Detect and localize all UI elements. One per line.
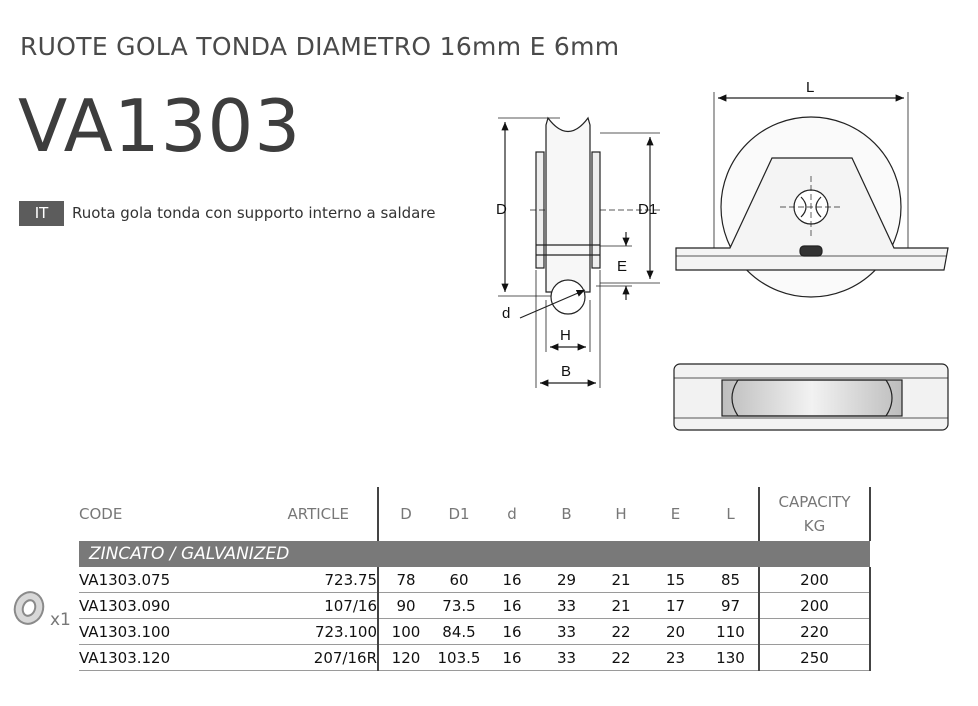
cell-H: 22 xyxy=(594,619,648,645)
cell-H: 21 xyxy=(594,567,648,593)
col-header-D1: D1 xyxy=(448,505,470,523)
product-subtitle: RUOTE GOLA TONDA DIAMETRO 16mm E 6mm xyxy=(20,32,620,61)
cell-B: 33 xyxy=(539,619,594,645)
language-badge: IT xyxy=(19,201,64,226)
side-section-view xyxy=(498,118,660,388)
capacity-unit: KG xyxy=(803,517,826,535)
cell-L: 110 xyxy=(703,619,759,645)
label-H: H xyxy=(560,327,571,344)
label-L: L xyxy=(806,79,815,96)
cell-article: 723.100 xyxy=(250,619,378,645)
label-d: d xyxy=(502,305,511,322)
spec-table xyxy=(79,487,871,671)
cell-E: 15 xyxy=(648,567,703,593)
table-row xyxy=(79,567,870,593)
group-label: ZINCATO / GALVANIZED xyxy=(79,541,870,567)
col-header-capacity xyxy=(759,487,870,541)
table-row xyxy=(79,619,870,645)
cell-d: 16 xyxy=(485,567,539,593)
col-header-B: B xyxy=(561,505,572,523)
cell-code: VA1303.100 xyxy=(79,619,250,645)
cell-D: 100 xyxy=(378,619,433,645)
cell-L: 97 xyxy=(703,593,759,619)
table-row xyxy=(79,593,870,619)
col-header-H: H xyxy=(615,505,627,523)
col-header-D: D xyxy=(378,487,433,541)
cell-code: VA1303.075 xyxy=(79,567,250,593)
cell-B: 29 xyxy=(539,567,594,593)
cell-D: 90 xyxy=(378,593,433,619)
cell-B: 33 xyxy=(539,593,594,619)
cell-code: VA1303.120 xyxy=(79,645,250,671)
col-header-L: L xyxy=(726,505,735,523)
cell-D1: 73.5 xyxy=(433,593,485,619)
group-row xyxy=(79,541,870,567)
cell-L: 130 xyxy=(703,645,759,671)
cell-H: 22 xyxy=(594,645,648,671)
capacity-label: CAPACITY xyxy=(778,493,851,511)
technical-drawing xyxy=(480,70,970,440)
cell-E: 23 xyxy=(648,645,703,671)
cell-D1: 84.5 xyxy=(433,619,485,645)
cell-d: 16 xyxy=(485,593,539,619)
col-header-E: E xyxy=(670,505,681,523)
table-row xyxy=(79,645,870,671)
label-D: D xyxy=(496,201,507,218)
cell-d: 16 xyxy=(485,645,539,671)
cell-capacity: 220 xyxy=(759,619,870,645)
label-D1: D1 xyxy=(638,201,658,218)
cell-L: 85 xyxy=(703,567,759,593)
cell-H: 21 xyxy=(594,593,648,619)
cell-E: 20 xyxy=(648,619,703,645)
cell-D: 120 xyxy=(378,645,433,671)
cell-d: 16 xyxy=(485,619,539,645)
cell-article: 207/16R xyxy=(250,645,378,671)
cell-article: 723.75 xyxy=(250,567,378,593)
cell-capacity: 250 xyxy=(759,645,870,671)
label-B: B xyxy=(561,363,572,380)
product-code-title: VA1303 xyxy=(18,84,302,168)
table-header-row xyxy=(79,487,870,541)
col-header-d: d xyxy=(507,505,517,523)
package-quantity: x1 xyxy=(50,610,71,630)
cell-capacity: 200 xyxy=(759,567,870,593)
cell-D1: 60 xyxy=(433,567,485,593)
cell-article: 107/16 xyxy=(250,593,378,619)
cell-B: 33 xyxy=(539,645,594,671)
col-header-article: ARTICLE xyxy=(287,505,349,523)
cell-D: 78 xyxy=(378,567,433,593)
top-view xyxy=(674,364,948,430)
cell-code: VA1303.090 xyxy=(79,593,250,619)
front-view xyxy=(676,92,948,297)
cell-D1: 103.5 xyxy=(433,645,485,671)
product-description: Ruota gola tonda con supporto interno a saldare xyxy=(72,204,436,222)
washer-icon xyxy=(12,588,48,628)
label-E: E xyxy=(617,258,628,275)
cell-capacity: 200 xyxy=(759,593,870,619)
cell-E: 17 xyxy=(648,593,703,619)
col-header-code: CODE xyxy=(79,505,123,523)
